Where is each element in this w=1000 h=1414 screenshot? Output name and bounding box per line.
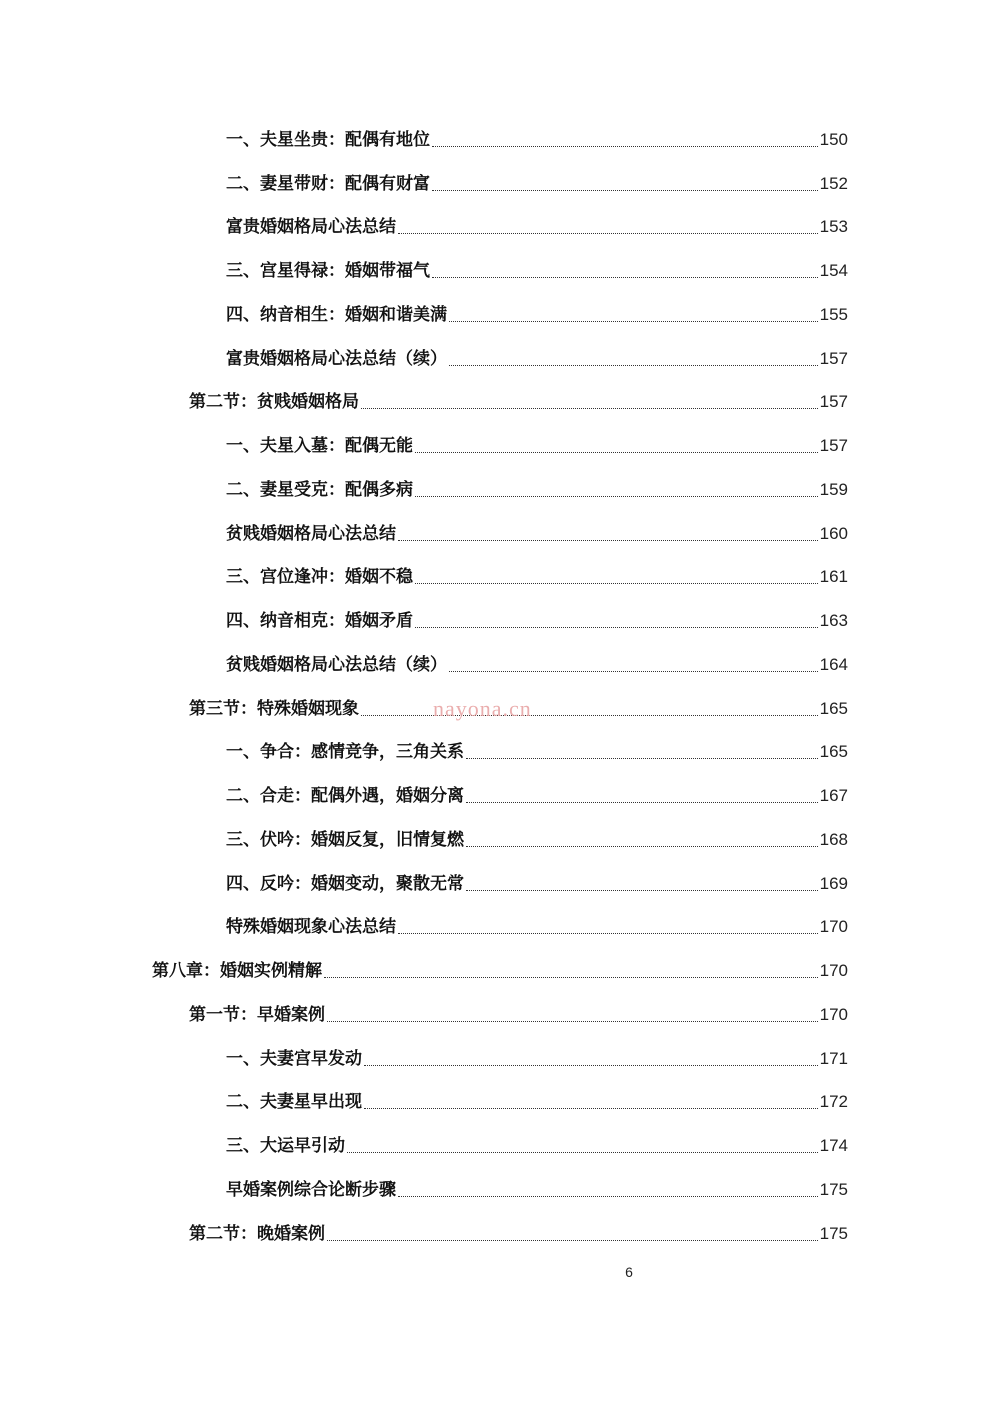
toc-entry-title: 第二节：晚婚案例 bbox=[189, 1223, 325, 1244]
toc-entry-title: 第二节：贫贱婚姻格局 bbox=[189, 392, 359, 413]
toc-entry[interactable] bbox=[0, 1077, 1000, 1121]
toc-entry-page: 165 bbox=[819, 698, 848, 718]
toc-entry-title: 特殊婚姻现象心法总结 bbox=[226, 917, 396, 938]
toc-entry-page: 172 bbox=[819, 1092, 848, 1112]
toc-entry-page: 175 bbox=[819, 1223, 848, 1243]
toc-entry-page: 167 bbox=[819, 786, 848, 805]
toc-entry-title: 一、夫星入墓：配偶无能 bbox=[226, 436, 413, 456]
toc-entry[interactable] bbox=[0, 202, 1000, 246]
toc-entry-page: 154 bbox=[819, 261, 848, 280]
toc-entry[interactable] bbox=[0, 989, 1000, 1033]
toc-entry[interactable] bbox=[0, 1208, 1000, 1252]
dot-leader bbox=[432, 277, 818, 278]
toc-entry-title: 三、宫位逢冲：婚姻不稳 bbox=[226, 567, 413, 588]
toc-entry-title: 二、夫妻星早出现 bbox=[226, 1092, 362, 1113]
toc-entry[interactable] bbox=[0, 727, 1000, 771]
toc-entry[interactable] bbox=[0, 1164, 1000, 1208]
dot-leader bbox=[361, 408, 818, 409]
dot-leader bbox=[415, 496, 818, 497]
toc-entry[interactable] bbox=[0, 770, 1000, 814]
toc-entry[interactable] bbox=[0, 902, 1000, 946]
toc-entry-page: 169 bbox=[819, 873, 848, 893]
toc-entry-title: 四、反吟：婚姻变动，聚散无常 bbox=[226, 873, 464, 894]
toc-entry-title: 四、纳音相克：婚姻矛盾 bbox=[226, 611, 413, 631]
dot-leader bbox=[432, 146, 818, 147]
toc-entry-title: 贫贱婚姻格局心法总结（续） bbox=[226, 654, 447, 675]
dot-leader bbox=[398, 1196, 818, 1197]
toc-entry-page: 165 bbox=[819, 742, 848, 762]
page-number: 6 bbox=[625, 1264, 633, 1280]
toc-entry[interactable] bbox=[0, 114, 1000, 158]
dot-leader bbox=[466, 802, 818, 803]
toc-entry[interactable] bbox=[0, 945, 1000, 989]
toc-entry-page: 155 bbox=[819, 304, 848, 324]
toc-entry-page: 157 bbox=[819, 392, 848, 412]
watermark: nayona.cn bbox=[433, 696, 532, 721]
toc-entry-page: 159 bbox=[819, 479, 848, 499]
toc-entry[interactable] bbox=[0, 814, 1000, 858]
dot-leader bbox=[449, 365, 818, 366]
toc-entry[interactable] bbox=[0, 595, 1000, 639]
dot-leader bbox=[449, 321, 818, 322]
dot-leader bbox=[466, 758, 818, 759]
toc-entry-page: 161 bbox=[819, 567, 848, 587]
toc-entry-page: 175 bbox=[819, 1179, 848, 1199]
toc-entry-page: 157 bbox=[819, 348, 848, 368]
toc-entry-title: 一、夫妻宫早发动 bbox=[226, 1048, 362, 1069]
toc-entry-title: 富贵婚姻格局心法总结 bbox=[226, 217, 396, 238]
toc-entry-page: 170 bbox=[819, 961, 848, 980]
dot-leader bbox=[398, 233, 818, 234]
toc-entry-page: 163 bbox=[819, 611, 848, 630]
toc-entry[interactable] bbox=[0, 639, 1000, 683]
dot-leader bbox=[415, 452, 818, 453]
toc-entry[interactable] bbox=[0, 158, 1000, 202]
toc-entry-title: 三、大运早引动 bbox=[226, 1136, 345, 1156]
toc-entry-title: 一、争合：感情竞争，三角关系 bbox=[226, 742, 464, 763]
toc-entry[interactable] bbox=[0, 464, 1000, 508]
toc-entry[interactable] bbox=[0, 245, 1000, 289]
dot-leader bbox=[361, 715, 818, 716]
toc-entry[interactable] bbox=[0, 377, 1000, 421]
dot-leader bbox=[466, 846, 818, 847]
dot-leader bbox=[398, 540, 818, 541]
toc-entry[interactable] bbox=[0, 1120, 1000, 1164]
toc-entry-title: 第八章：婚姻实例精解 bbox=[152, 961, 322, 981]
toc-entry-page: 170 bbox=[819, 1004, 848, 1024]
toc-entry-title: 二、妻星受克：配偶多病 bbox=[226, 479, 413, 500]
toc-entry[interactable] bbox=[0, 333, 1000, 377]
toc-entry-title: 贫贱婚姻格局心法总结 bbox=[226, 523, 396, 544]
dot-leader bbox=[415, 627, 818, 628]
dot-leader bbox=[364, 1065, 818, 1066]
toc-entry-page: 168 bbox=[819, 829, 848, 849]
toc-entry-page: 170 bbox=[819, 917, 848, 937]
toc-entry[interactable] bbox=[0, 508, 1000, 552]
toc-entry-page: 153 bbox=[819, 217, 848, 237]
toc-entry-page: 171 bbox=[819, 1048, 848, 1068]
dot-leader bbox=[398, 933, 818, 934]
toc-entry-title: 富贵婚姻格局心法总结（续） bbox=[226, 348, 447, 369]
toc-entry-title: 二、合走：配偶外遇，婚姻分离 bbox=[226, 786, 464, 806]
toc-entry-title: 四、纳音相生：婚姻和谐美满 bbox=[226, 304, 447, 325]
toc-entry-title: 二、妻星带财：配偶有财富 bbox=[226, 173, 430, 194]
toc-entry-page: 174 bbox=[819, 1136, 848, 1155]
dot-leader bbox=[364, 1108, 818, 1109]
toc-entry-page: 160 bbox=[819, 523, 848, 543]
toc-entry[interactable] bbox=[0, 1033, 1000, 1077]
dot-leader bbox=[327, 1021, 818, 1022]
toc-entry-title: 一、夫星坐贵：配偶有地位 bbox=[226, 129, 430, 150]
toc-entry-page: 152 bbox=[819, 173, 848, 193]
toc-entry-title: 早婚案例综合论断步骤 bbox=[226, 1179, 396, 1200]
dot-leader bbox=[327, 1240, 818, 1241]
toc-entry[interactable] bbox=[0, 858, 1000, 902]
toc-entry-title: 三、宫星得禄：婚姻带福气 bbox=[226, 261, 430, 281]
toc-entry-title: 三、伏吟：婚姻反复，旧情复燃 bbox=[226, 829, 464, 850]
toc-entry-page: 157 bbox=[819, 436, 848, 455]
dot-leader bbox=[324, 977, 818, 978]
dot-leader bbox=[415, 583, 818, 584]
toc-entry[interactable] bbox=[0, 552, 1000, 596]
dot-leader bbox=[432, 190, 818, 191]
dot-leader bbox=[449, 671, 818, 672]
toc-entry[interactable] bbox=[0, 420, 1000, 464]
dot-leader bbox=[466, 890, 818, 891]
table-of-contents bbox=[0, 114, 1000, 1252]
toc-entry-title: 第一节：早婚案例 bbox=[189, 1004, 325, 1025]
toc-entry-page: 164 bbox=[819, 654, 848, 674]
toc-entry[interactable] bbox=[0, 289, 1000, 333]
toc-entry-title: 第三节：特殊婚姻现象 bbox=[189, 698, 359, 719]
dot-leader bbox=[347, 1152, 818, 1153]
toc-entry-page: 150 bbox=[819, 129, 848, 149]
